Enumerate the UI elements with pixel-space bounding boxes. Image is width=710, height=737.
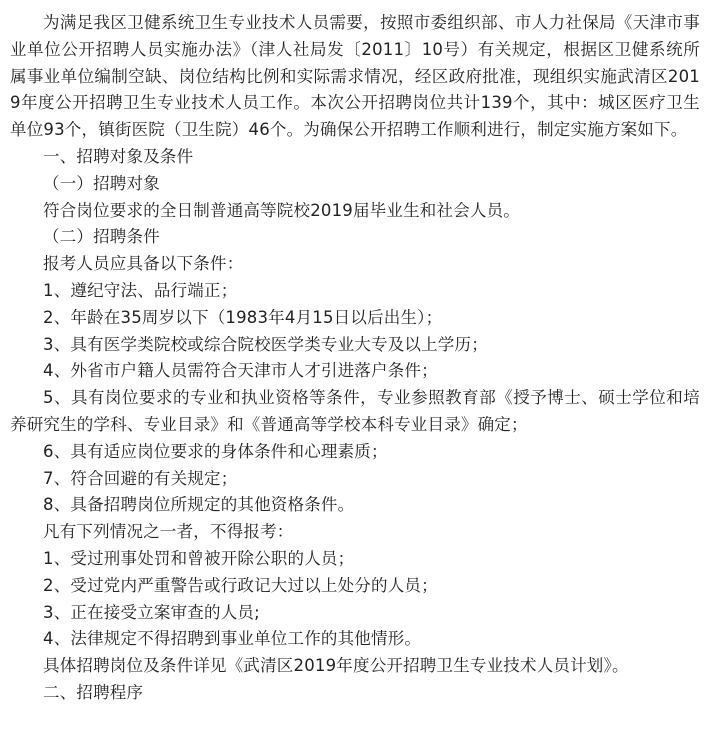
exclusion-item: 1、受过刑事处罚和曾被开除公职的人员； — [43, 548, 355, 568]
section-heading-recruitment-targets: 一、招聘对象及条件 — [43, 146, 194, 166]
exclusion-item: 4、法律规定不得招聘到事业单位工作的其他情形。 — [43, 629, 422, 649]
intro-paragraph: 为满足我区卫健系统卫生专业技术人员需要，按照市委组织部、市人力社保局《天津市事业单位公开招聘人员实施办法》（津人社局发〔2011〕10号）有关规定，根据区卫健系统所属事业单位编制空缺、岗位结构比例和实际需求情况，经区政府批准，现组织实施武清区2019年度公开招聘卫生专业技术人员工作。本次公开招聘岗位共计139个，其中：城区医疗卫生单位93个，镇街医院（卫生院）46个。为确保公开招聘工作顺利进行，制定实施方案如下。 — [10, 13, 700, 140]
conditions-intro: 报考人员应具备以下条件： — [43, 254, 244, 274]
condition-item: 2、年龄在35周岁以下（1983年4月15日以后出生）； — [43, 307, 443, 327]
condition-item: 3、具有医学类院校或综合院校医学类专业大专及以上学历； — [43, 334, 488, 354]
positions-note: 具体招聘岗位及条件详见《武清区2019年度公开招聘卫生专业技术人员计划》。 — [43, 656, 629, 676]
condition-item: 5、具有岗位要求的专业和执业资格等条件，专业参照教育部《授予博士、硕士学位和培养研究生的学科、专业目录》和《普通高等学校本科专业目录》确定； — [10, 388, 700, 434]
condition-item: 4、外省市户籍人员需符合天津市人才引进落户条件； — [43, 361, 438, 381]
condition-item: 7、符合回避的有关规定； — [43, 468, 238, 488]
recruitment-objects-text: 符合岗位要求的全日制普通高等院校2019届毕业生和社会人员。 — [43, 200, 520, 220]
exclusions-intro: 凡有下列情况之一者，不得报考： — [43, 522, 294, 542]
section-heading-recruitment-procedure: 二、招聘程序 — [43, 682, 144, 702]
subheading-recruitment-objects: （一）招聘对象 — [43, 173, 160, 193]
condition-item: 8、具备招聘岗位所规定的其他资格条件。 — [43, 495, 355, 515]
condition-item: 1、遵纪守法、品行端正； — [43, 280, 238, 300]
exclusion-item: 2、受过党内严重警告或行政记大过以上处分的人员； — [43, 575, 438, 595]
exclusion-item: 3、正在接受立案审查的人员; — [43, 602, 260, 622]
subheading-recruitment-conditions: （二）招聘条件 — [43, 227, 160, 247]
condition-item: 6、具有适应岗位要求的身体条件和心理素质； — [43, 441, 388, 461]
